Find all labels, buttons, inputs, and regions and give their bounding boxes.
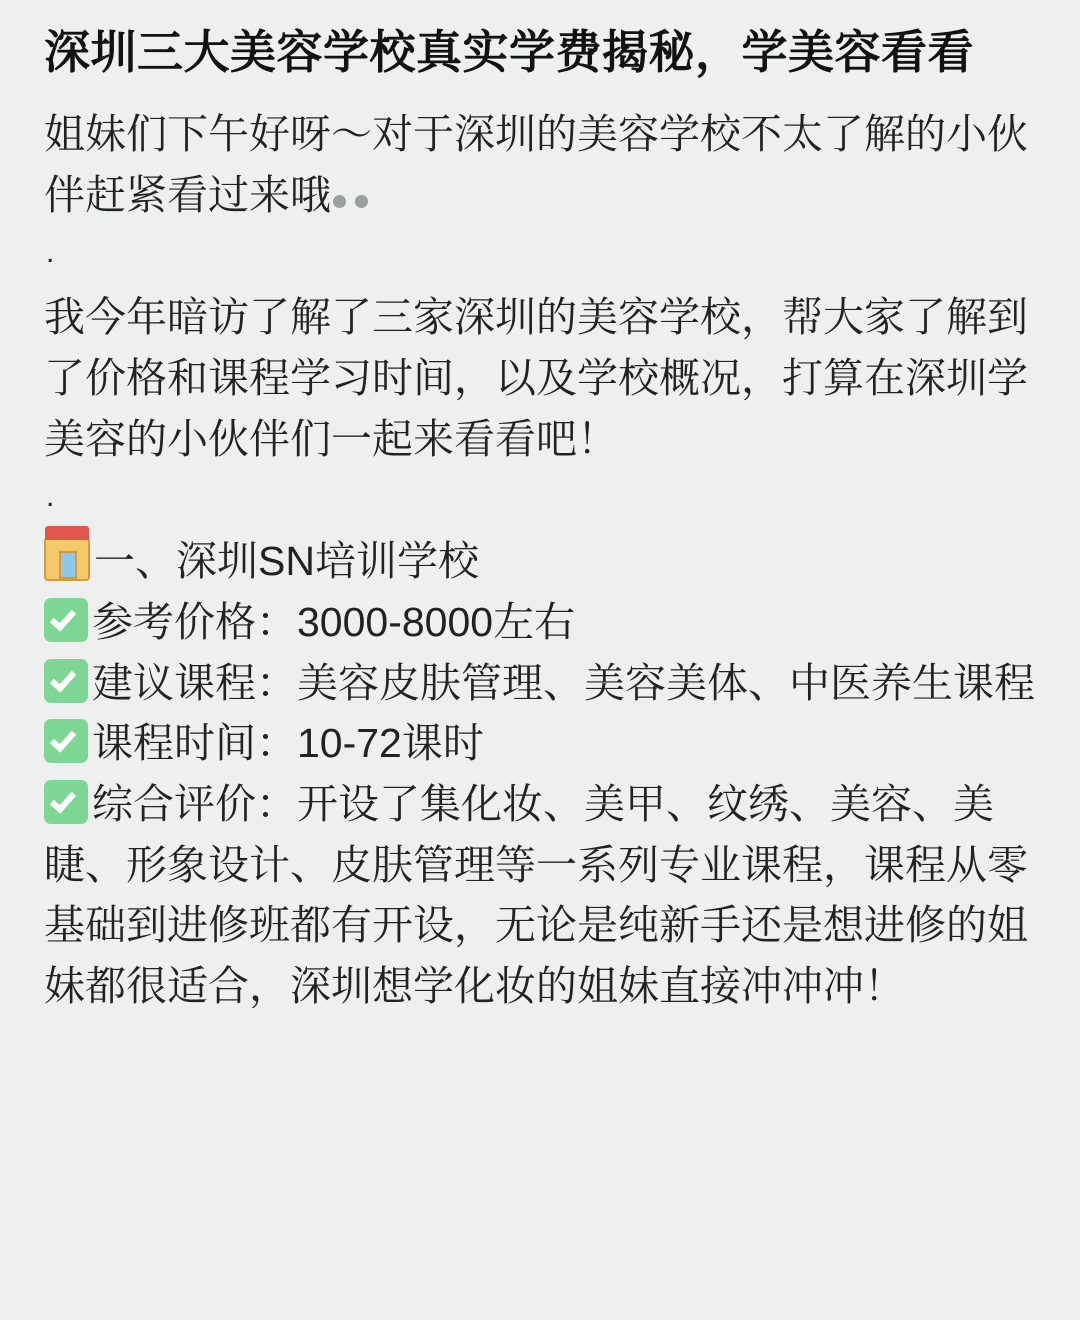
list-item <box>44 653 1036 714</box>
divider-dot-2: . <box>46 480 55 514</box>
section-heading-label: 一、深圳SN培训学校 <box>94 538 479 585</box>
page-title: 深圳三大美容学校真实学费揭秘，学美容看看 <box>44 26 974 78</box>
list-item-label: 综合评价：开设了集化妆、美甲、纹绣、美容、美睫、形象设计、皮肤管理等一系列专业课程，课程从零基础到进修班都有开设，无论是纯新手还是想进修的姐妹都很适合，深圳想学化妆的姐妹直接冲冲冲！ <box>44 781 1028 1010</box>
intro-paragraph-1 <box>44 104 1036 225</box>
list-item-label: 课程时间：10-72课时 <box>92 720 484 767</box>
section-heading <box>44 531 1036 592</box>
divider-dot-1: . <box>46 236 55 270</box>
list-item-label: 参考价格：3000-8000左右 <box>92 598 576 645</box>
school-icon <box>44 537 90 581</box>
intro-paragraph-1-text: 姐妹们下午好呀～对于深圳的美容学校不太了解的小伙伴赶紧看过来哦 <box>44 110 1028 218</box>
list-item <box>44 713 1036 774</box>
check-mark-icon <box>44 780 88 824</box>
check-mark-icon <box>44 659 88 703</box>
intro-paragraph-2: 我今年暗访了解了三家深圳的美容学校，帮大家了解到了价格和课程学习时间，以及学校概况，打算在深圳学美容的小伙伴们一起来看看吧！ <box>44 294 1028 462</box>
check-mark-icon <box>44 598 88 642</box>
eyes-icon <box>331 191 377 211</box>
list-item <box>44 592 1036 653</box>
list-item-label: 建议课程：美容皮肤管理、美容美体、中医养生课程 <box>92 659 1035 706</box>
list-item <box>44 774 1036 1017</box>
check-mark-icon <box>44 719 88 763</box>
